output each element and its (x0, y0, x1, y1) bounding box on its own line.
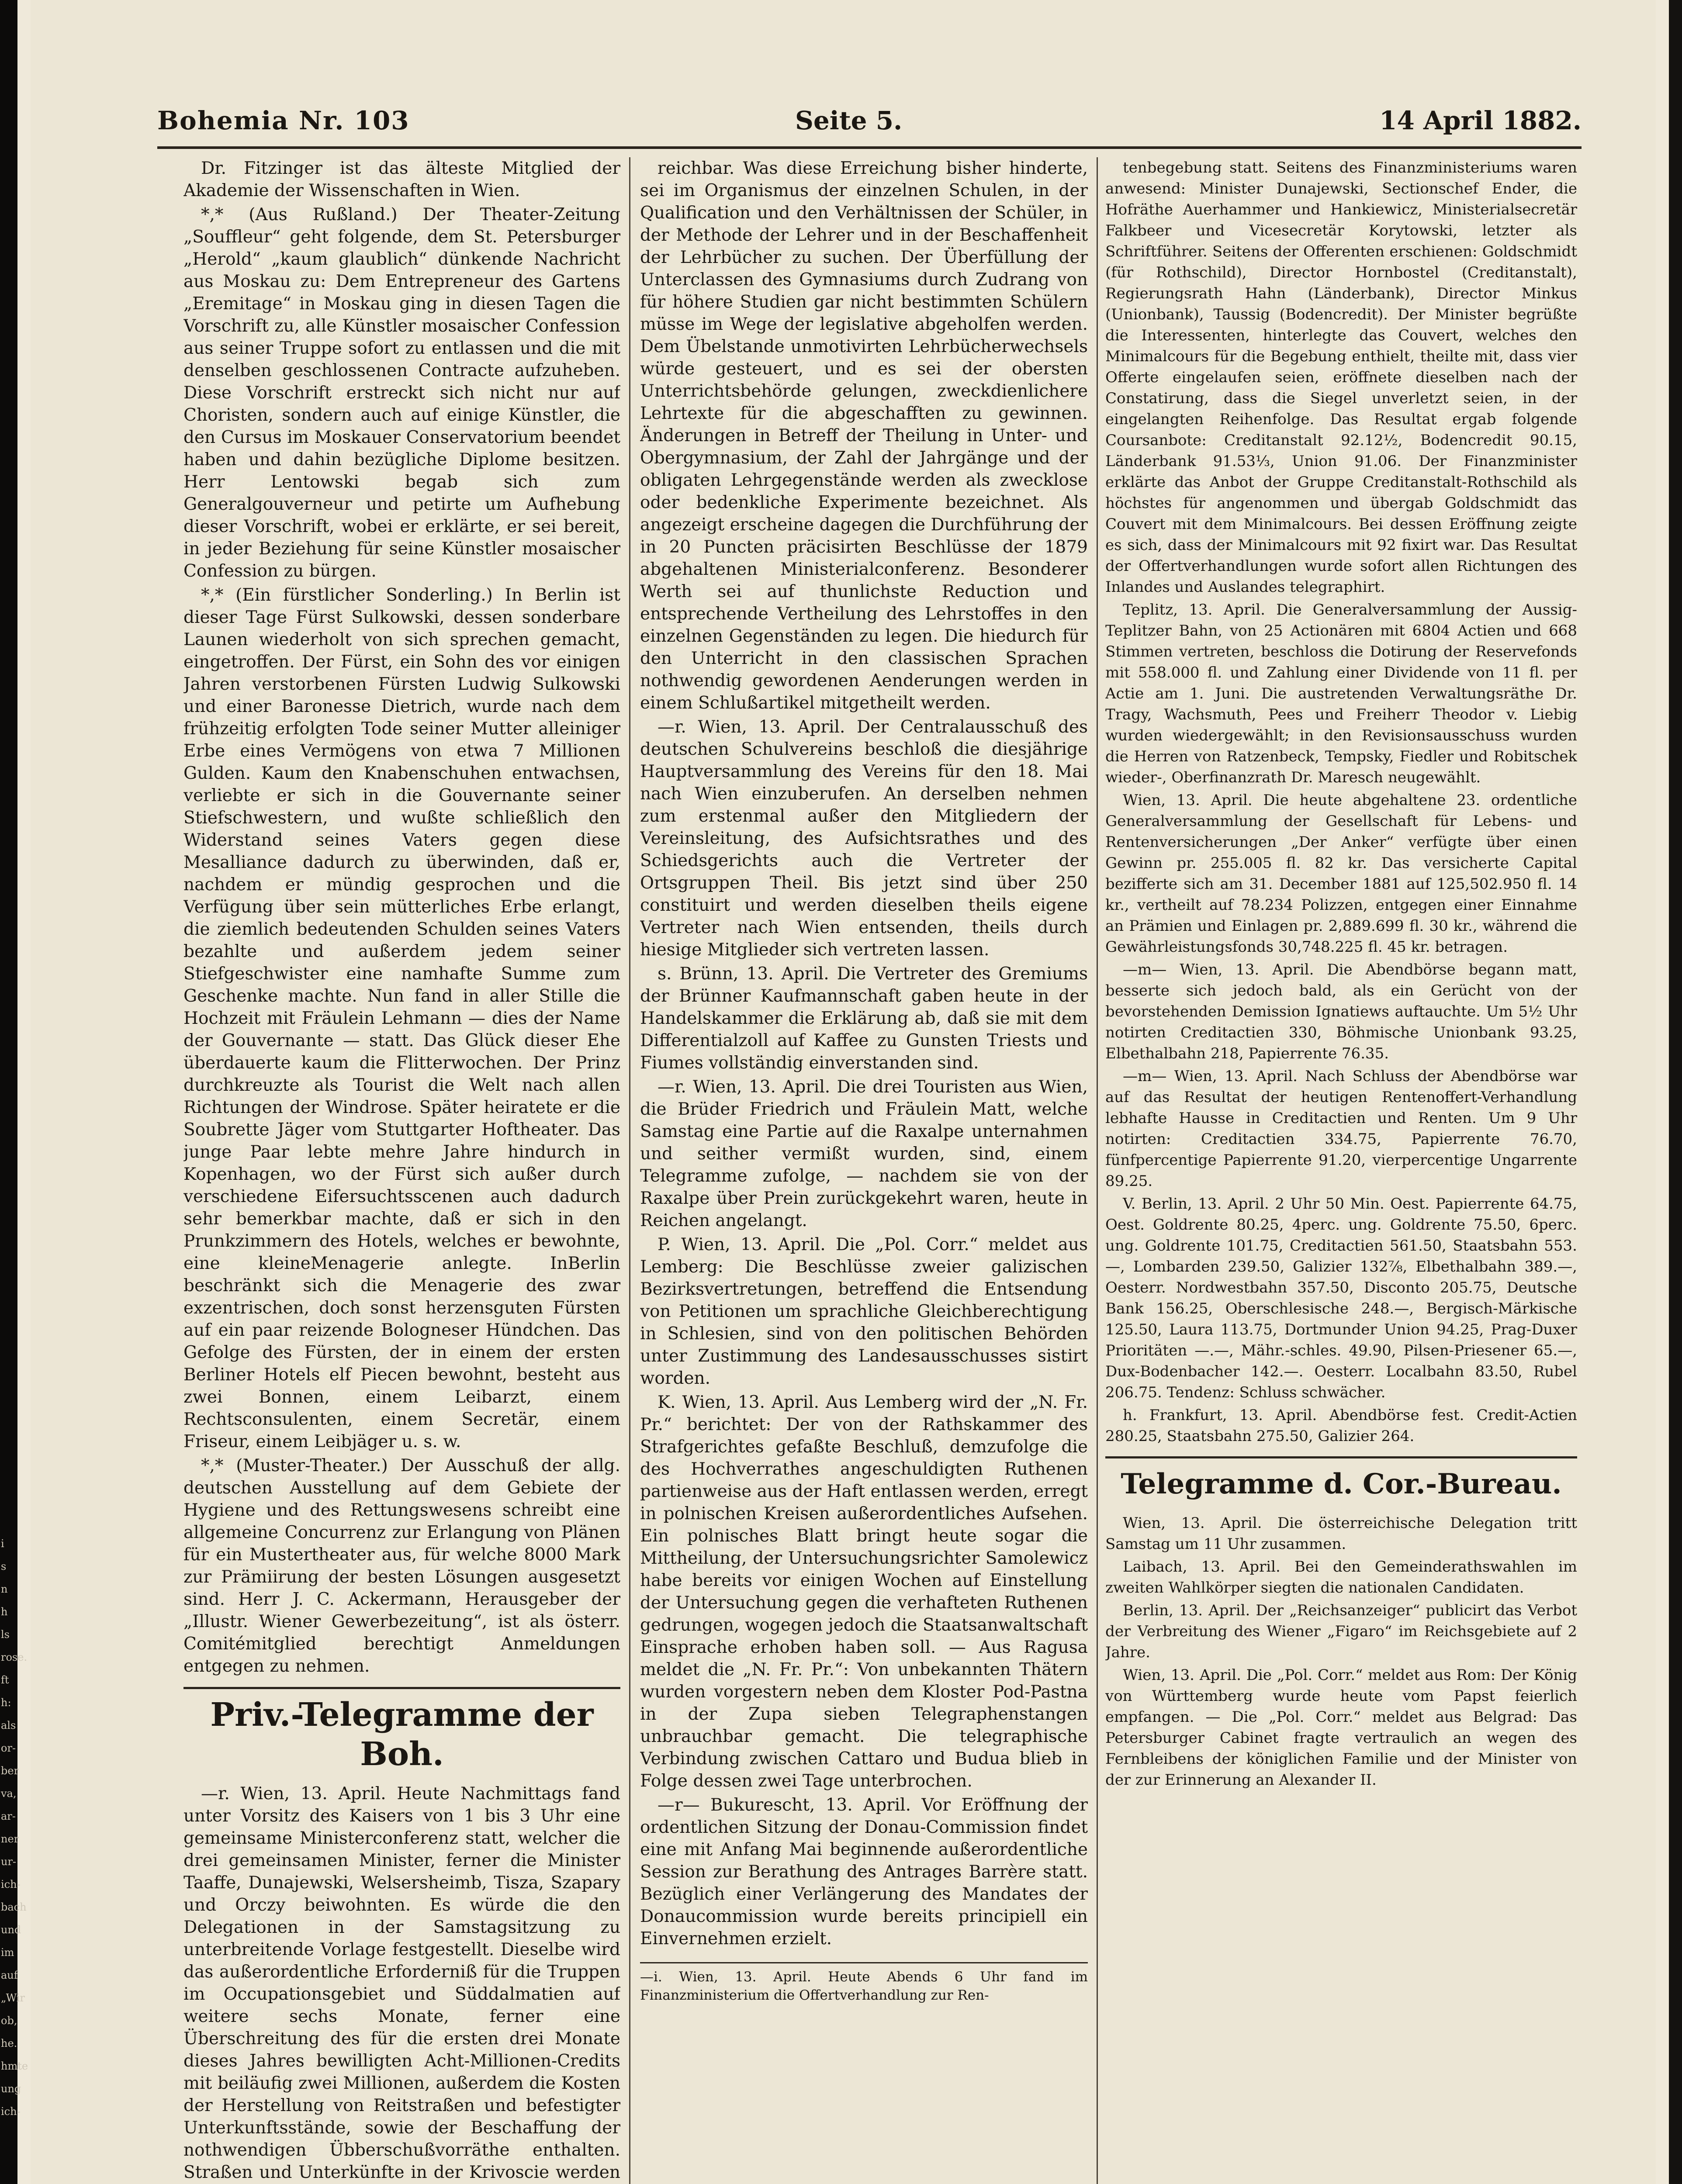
margin-fragment: ur- (1, 1856, 17, 1868)
header-rule (157, 146, 1582, 149)
page-header (157, 101, 1582, 145)
column-1 (183, 157, 620, 2184)
margin-fragment: ber (1, 1765, 19, 1777)
margin-fragment: ft (1, 1674, 9, 1686)
article-text: Dr. Fitzinger ist das älteste Mitglied der Akademie der Wissenschaften in Wien. (183, 159, 620, 200)
header-page-number: Seite 5. (795, 106, 903, 135)
margin-fragment: bach (1, 1901, 27, 1913)
margin-fragment: ich- (1, 1878, 21, 1890)
header-date: 14 April 1882. (1379, 106, 1582, 135)
margin-fragment: va, (1, 1787, 17, 1800)
margin-fragment: als (1, 1719, 16, 1731)
telegram-item: K. Wien, 13. April. Aus Lemberg wird der „N. Fr. Pr.“ berichtet: Der von der Rathskammer des Strafgerichtes gefaßte Beschluß, demzufolge die des Hochverrathes angeschuldigten Ruthenen partienweise aus der Haft entlassen werden, erregt in polnischen Kreisen außerordentliches Aufsehen. Ein polnisches Blatt bringt heute sogar die Mittheilung, der Untersuchungsrichter Samolewicz habe bereits vor einigen Wochen auf Einstellung der Untersuchung gegen die verhafteten Ruthenen gedrungen, wogegen jedoch die Staatsanwaltschaft Einsprache erhoben haben soll. — Aus Ragusa meldet die „N. Fr. Pr.“: Von unbekannten Thätern wurden vorgestern neben dem Kloster Pod-Pastna in der Zupa sieben Telegraphenstangen unbrauchbar gemacht. Die telegraphische Verbindung zwischen Cattaro und Budua blieb in Folge dessen zwei Tage unterbrochen. (640, 1393, 1088, 1791)
finance-item: h. Frankfurt, 13. April. Abendbörse fest. Credit-Actien 280.25, Staatsbahn 275.50, Galizier 264. (1105, 1406, 1577, 1445)
margin-fragment: im (1, 1946, 14, 1959)
telegram-item: Wien, 13. April. Die österreichische Delegation tritt Samstag um 11 Uhr zusammen. (1105, 1514, 1577, 1553)
margin-fragment: he. (1, 2037, 17, 2049)
column-3 (1105, 157, 1577, 2184)
telegram-item: P. Wien, 13. April. Die „Pol. Corr.“ meldet aus Lemberg: Die Beschlüsse zweier galizischen Bezirksvertretungen, betreffend die Entsendung von Petitionen um sprachliche Gleichberechtigung in Schlesien, sind von den politischen Behörden unter Zustimmung des Landesausschusses sistirt worden. (640, 1235, 1088, 1388)
section-heading-cor-bureau: Telegramme d. Cor.-Bureau. (1105, 1456, 1577, 1504)
article-muster-theater: *,* (Muster-Theater.) Der Ausschuß der allg. deutschen Ausstellung auf dem Gebiete der Hygiene und des Rettungswesens schreibt eine allgemeine Concurrenz zur Erlangung von Plänen für ein Mustertheater aus, für welche 8000 Mark zur Prämiirung der besten Lösungen ausgesetzt sind. Herr J. C. Ackermann, Herausgeber der „Illustr. Wiener Gewerbezeitung“, ist als österr. Comitémitglied berechtigt Anmeldungen entgegen zu nehmen. (183, 1456, 620, 1676)
column-divider (629, 157, 630, 2184)
finance-item: —m— Wien, 13. April. Die Abendbörse begann matt, besserte sich jedoch bald, als ein Gerücht von der bevorstehenden Demission Ignatiews auftauchte. Um 5½ Uhr notirten Creditactien 330, Böhmische Unionbank 93.25, Elbethalbahn 218, Papierrente 76.35. (1105, 961, 1577, 1062)
finance-item: —m— Wien, 13. April. Nach Schluss der Abendbörse war auf das Resultat der heutigen Rentenoffert-Verhandlung lebhafte Hausse in Creditactien und Renten. Um 9 Uhr notirten: Creditactien 334.75, Papierrente 76.70, fünfpercentige Papierrente 91.20, vierpercentige Ungarrente 89.25. (1105, 1068, 1577, 1190)
margin-fragment: ner (1, 1833, 19, 1845)
telegram-item: —r. Wien, 13. April. Der Centralausschuß des deutschen Schulvereins beschloß die diesjährige Hauptversammlung des Vereins für den 18. Mai nach Wien einzuberufen. An derselben nehmen zum erstenmal außer den Mitgliedern der Vereinsleitung, des Aufsichtsrathes und des Schiedsgerichts auch die Vertreter der Ortsgruppen Theil. Bis jetzt sind über 250 constituirt und werden dieselben theils eigene Vertreter nach Wien entsenden, theils durch hiesige Mitglieder sich vertreten lassen. (640, 717, 1088, 960)
section-heading-priv-telegramme: Priv.-Telegramme der Boh. (183, 1687, 620, 1774)
telegram-item: Laibach, 13. April. Bei den Gemeinderathswahlen im zweiten Wahlkörper siegten die nationalen Candidaten. (1105, 1558, 1577, 1597)
newspaper-page (31, 0, 1656, 2184)
margin-fragment: n (1, 1583, 8, 1595)
margin-fragment: or- (1, 1742, 16, 1754)
column-divider (1097, 157, 1098, 2184)
telegram-item: Berlin, 13. April. Der „Reichsanzeiger“ publicirt das Verbot der Verbreitung des Wiener „Figaro“ im Reichsgebiete auf 2 Jahre. (1105, 1602, 1577, 1661)
margin-fragment: ich- (1, 2105, 21, 2118)
column-2 (640, 157, 1088, 2184)
telegram-item: Wien, 13. April. Die „Pol. Corr.“ meldet aus Rom: Der König von Württemberg wurde heute vom Papst feierlich empfangen. — Die „Pol. Corr.“ meldet aus Belgrad: Das Petersburger Cabinet fragte vertraulich an wegen des Fernbleibens der königlichen Familie und der Minister von der zur Erinnerung an Alexander II. (1105, 1666, 1577, 1789)
margin-fragment: ar- (1, 1810, 16, 1822)
finance-item: tenbegebung statt. Seitens des Finanzministeriums waren anwesend: Minister Dunajewski, Sectionschef Ender, die Hofräthe Auerhammer und Hankiewicz, Ministerialsecretär Falkbeer und Vicesecretär Korytowski, letzter als Schriftführer. Seitens der Offerenten erschienen: Goldschmidt (für Rothschild), Director Hornbostel (Creditanstalt), Regierungsrath Hahn (Länderbank), Director Minkus (Unionbank), Taussig (Bodencredit). Der Minister begrüßte die Interessenten, hinterlegte das Couvert, welches den Minimalcours für die Begebung enthielt, theilte mit, dass vier Offerte eingelaufen seien, eröffnete dieselben nach der Constatirung, dass die Siegel unverletzt seien, in der eingelangten Reihenfolge. Das Resultat ergab folgende Coursanbote: Creditanstalt 92.12½, Bodencredit 90.15, Länderbank 91.53⅓, Union 91.06. Der Finanzminister erklärte das Anbot der Gruppe Creditanstalt-Rothschild als höchstes für angenommen und übergab Goldschmidt das Couvert mit dem Minimalcours. Bei dessen Eröffnung zeigte es sich, dass der Minimalcours mit 92 fixirt war. Das Resultat der Offertverhandlungen wurde sofort allen Richtungen des Inlandes und Auslandes telegraphirt. (1105, 159, 1577, 596)
telegram-item: reichbar. Was diese Erreichung bisher hinderte, sei im Organismus der einzelnen Schulen, in der Qualification und den Verhältnissen der Schüler, in der Methode der Lehrer und in der Beschaffenheit der Lehrbücher zu suchen. Der Überfüllung der Unterclassen des Gymnasiums durch Zudrang von für höhere Studien gar nicht bestimmten Schülern müsse im Wege der legislative abgeholfen werden. Dem Übelstande unmotivirten Lehrbücherwechsels würde gesteuert, und es sei der obersten Unterrichtsbehörde gelungen, zweckdienlichere Lehrtexte für die abgeschafften zu gewinnen. Änderungen in Betreff der Theilung in Unter- und Obergymnasium, der Zahl der Jahrgänge und der obligaten Lehrgegenstände werden als zwecklose oder bedenkliche Experimente bezeichnet. Als angezeigt erscheine dagegen die Durchführung der in 20 Puncten präcisirten Beschlüsse der 1879 abgehaltenen Ministerialconferenz. Besonderer Werth sei auf thunlichste Reduction und entsprechende Vertheilung des Lehrstoffes in den einzelnen Gegenständen zu legen. Die hiedurch für den Unterricht in den classischen Sprachen nothwendig gewordenen Aenderungen werden in einem Schlußartikel mitgetheilt werden. (640, 159, 1088, 713)
header-masthead: Bohemia Nr. 103 (157, 106, 410, 135)
finance-item: Teplitz, 13. April. Die Generalversammlung der Aussig-Teplitzer Bahn, von 25 Actionären mit 6804 Actien und 668 Stimmen vertreten, beschloss die Dotirung der Reservefonds mit 558.000 fl. und Zahlung einer Dividende von 11 fl. per Actie am 1. Juni. Die austretenden Verwaltungsräthe Dr. Tragy, Wachsmuth, Pees und Freiherr Theodor v. Liebig wurden wiedergewählt; in den Revisionsausschuss wurden die Herren von Ratzenbeck, Tempsky, Fiedler und Robitschek wieder-, Oberfinanzrath Dr. Maresch neugewählt. (1105, 601, 1577, 786)
margin-fragment: auf (1, 1969, 18, 1981)
telegram-item: s. Brünn, 13. April. Die Vertreter des Gremiums der Brünner Kaufmannschaft gaben heute in der Handelskammer die Erklärung ab, daß sie mit dem Differentialzoll auf Kaffee zu Gunsten Triests und Fiumes vollständig einverstanden sind. (640, 964, 1088, 1073)
margin-fragment: ob, (1, 2015, 17, 2027)
margin-fragment: h: (1, 1697, 11, 1709)
margin-fragment: und (1, 1924, 21, 1936)
margin-fragment: rose. (1, 1651, 28, 1663)
scan-right-edge (1669, 0, 1682, 2184)
margin-fragment: s (1, 1560, 7, 1572)
telegram-item: —r— Bukurescht, 13. April. Vor Eröffnung der ordentlichen Sitzung der Donau-Commission findet eine mit Anfang Mai beginnende außerordentliche Session zur Berathung des Antrages Barrère statt. Bezüglich einer Verlängerung des Mandates der Donaucommission wurde bereits principiell ein Einvernehmen erzielt. (640, 1795, 1088, 1949)
margin-fragment: i (1, 1538, 4, 1550)
telegram-item: —r. Wien, 13. April. Heute Nachmittags fand unter Vorsitz des Kaisers von 1 bis 3 Uhr eine gemeinsame Ministerconferenz statt, welcher die drei gemeinsamen Minister, ferner die Minister Taaffe, Dunajewski, Welsersheimb, Tisza, Szapary und Orczy beiwohnten. Es würde die den Delegationen in der Samstagsitzung zu unterbreitende Vorlage festgestellt. Dieselbe wird das außerordentliche Erforderniß für die Truppen im Occupationsgebiet und Süddalmatien auf weitere sechs Monate, ferner eine Überschreitung des für die ersten drei Monate dieses Jahres bewilligten Acht-Millionen-Credits mit beiläufig zwei Millionen, außerdem die Kosten der Herstellung von Reitstraßen und befestigter Unterkunftsstände, sowie der Beschaffung der nothwendigen Übberschußvorräthe enthalten. Straßen und Unterkünfte in der Krivoscie werden (183, 1784, 620, 2182)
finance-notice: —i. Wien, 13. April. Heute Abends 6 Uhr fand im Finanzministerium die Offertverhandlung zur Ren- (640, 1962, 1088, 2004)
telegram-item: —r. Wien, 13. April. Die drei Touristen aus Wien, die Brüder Friedrich und Fräulein Matt, welche Samstag eine Partie auf die Raxalpe unternahmen und seither vermißt wurden, sind, einem Telegramme zufolge, — nachdem sie von der Raxalpe über Prein zurückgekehrt waren, heute in Reichen angelangt. (640, 1077, 1088, 1230)
margin-fragment: ung (1, 2083, 21, 2095)
finance-item: V. Berlin, 13. April. 2 Uhr 50 Min. Oest. Papierrente 64.75, Oest. Goldrente 80.25, 4perc. ung. Goldrente 75.50, 6perc. ung. Goldrente 101.75, Creditactien 561.50, Staatsbahn 553.—, Lombarden 239.50, Galizier 132⅞, Elbethalbahn 389.—, Oesterr. Nordwestbahn 357.50, Disconto 205.75, Deutsche Bank 156.25, Oberschlesische 248.—, Bergisch-Märkische 125.50, Laura 113.75, Dortmunder Union 94.25, Prag-Duxer Prioritäten —.—, Mähr.-schles. 49.90, Pilsen-Priesener 65.—, Dux-Bodenbacher 142.—. Oesterr. Localbahn 83.50, Rubel 206.75. Tendenz: Schluss schwächer. (1105, 1195, 1577, 1401)
article-russland: *,* (Aus Rußland.) Der Theater-Zeitung „Souffleur“ geht folgende, dem St. Petersburger „Herold“ „kaum glaublich“ dünkende Nachricht aus Moskau zu: Dem Entrepreneur des Gartens „Eremitage“ in Moskau ging in diesen Tagen die Vorschrift zu, alle Künstler mosaischer Confession aus seiner Truppe sofort zu entlassen und die mit denselben geschlossenen Contracte aufzuheben. Diese Vorschrift erstreckt sich nicht nur auf Choristen, sondern auch auf einige Künstler, die den Cursus im Moskauer Conservatorium beendet haben und dahin bezügliche Diplome besitzen. Herr Lentowski begab sich zum Generalgouverneur und petirte um Aufhebung dieser Vorschrift, wobei er erklärte, er sei bereit, in jeder Beziehung für seine Künstler mosaischer Confession zu bürgen. (183, 205, 620, 581)
margin-fragment: „Wir (1, 1992, 25, 2004)
finance-item: Wien, 13. April. Die heute abgehaltene 23. ordentliche Generalversammlung der Gesellschaft für Lebens- und Rentenversicherungen „Der Anker“ verfügte über einen Gewinn pr. 255.005 fl. 82 kr. Das versicherte Capital bezifferte sich am 31. December 1881 auf 125,502.950 fl. 14 kr., vertheilt auf 78.234 Polizzen, entgegen einer Einnahme an Prämien und Einlagen pr. 2,889.699 fl. 30 kr., während die Gewährleistungsfonds 30,748.225 fl. 45 kr. betragen. (1105, 791, 1577, 956)
margin-fragment: ls (1, 1628, 10, 1641)
margin-fragment: hmte (1, 2060, 28, 2072)
article-sonderling: *,* (Ein fürstlicher Sonderling.) In Berlin ist dieser Tage Fürst Sulkowski, dessen sonderbare Launen wiederholt von sich sprechen gemacht, eingetroffen. Der Fürst, ein Sohn des vor einigen Jahren verstorbenen Fürsten Ludwig Sulkowski und einer Baronesse Dietrich, wurde nach dem frühzeitig erfolgten Tode seiner Mutter alleiniger Erbe eines Vermögens von etwa 7 Millionen Gulden. Kaum den Knabenschuhen entwachsen, verliebte er sich in die Gouvernante seiner Stiefschwestern, und wußte schließlich den Widerstand seines Vaters gegen diese Mesalliance dadurch zu überwinden, daß er, nachdem er mündig gesprochen und die Verfügung über sein mütterliches Erbe erlangt, die ziemlich bedeutenden Schulden seines Vaters bezahlte und außerdem jedem seiner Stiefgeschwister eine namhafte Summe zum Geschenke machte. Nun fand in aller Stille die Hochzeit mit Fräulein Lehmann — dies der Name der Gouvernante — statt. Das Glück dieser Ehe überdauerte kaum die Flitterwochen. Der Prinz durchkreuzte als Tourist die Welt nach allen Richtungen der Windrose. Später heiratete er die Soubrette Jäger vom Stuttgarter Hoftheater. Das junge Paar lebte mehre Jahre hindurch in Kopenhagen, wo der Fürst sich außer durch verschiedene Eifersuchtsscenen auch dadurch sehr bemerkbar machte, daß er sich in den Prunkzimmern des Hotels, welches er bewohnte, eine kleineMenagerie anlegte. InBerlin beschränkt sich die Menagerie des zwar exzentrischen, doch sonst herzensguten Fürsten auf ein paar reizende Bologneser Hündchen. Das Gefolge des Fürsten, der in einem der ersten Berliner Hotels elf Piecen bewohnt, besteht aus zwei Bonnen, einem Leibarzt, einem Rechtsconsulenten, einem Secretär, einem Friseur, einem Leibjäger u. s. w. (183, 585, 620, 1451)
margin-fragment: h (1, 1606, 8, 1618)
